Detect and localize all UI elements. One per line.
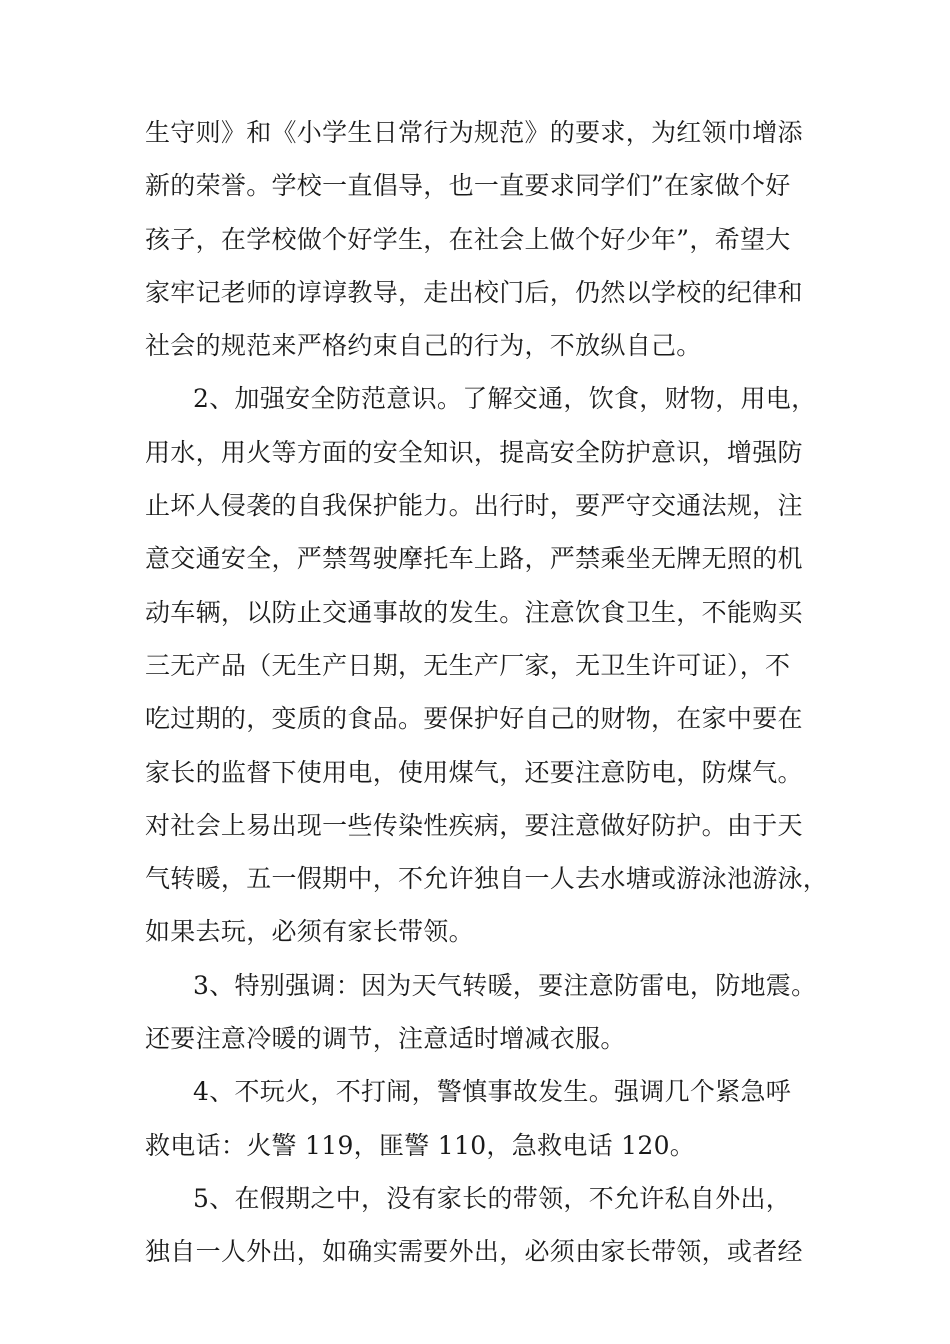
text-line-3: 孩子，在学校做个好学生，在社会上做个好少年”，希望大 [145,224,791,254]
text-line-2: 新的荣誉。学校一直倡导，也一直要求同学们”在家做个好 [145,171,791,201]
text-line-1: 生守则》和《小学生日常行为规范》的要求，为红领巾增添 [145,118,803,147]
text-line-16: 如果去玩，必须有家长带领。 [145,917,474,947]
text-line-11: 三无产品（无生产日期，无生产厂家，无卫生许可证），不 [145,650,791,680]
text-line-15: 气转暖，五一假期中，不允许独自一人去水塘或游泳池游泳， [145,864,829,894]
paragraph-4-start: 4、不玩火，不打闹，警慎事故发生。强调几个紧急呼 [193,1077,792,1107]
text-line-20: 救电话：火警 119，匪警 110，急救电话 120。 [145,1130,696,1160]
text-line-12: 吃过期的，变质的食品。要保护好自己的财物，在家中要在 [145,704,803,734]
text-line-14: 对社会上易出现一些传染性疾病，要注意做好防护。由于天 [145,810,803,840]
paragraph-5-start: 5、在假期之中，没有家长的带领，不允许私自外出， [193,1183,792,1213]
paragraph-2-start: 2、加强安全防范意识。了解交通，饮食，财物，用电， [193,384,817,414]
document-body [145,106,829,1279]
text-line-10: 动车辆，以防止交通事故的发生。注意饮食卫生，不能购买 [145,597,803,627]
paragraph-3-start: 3、特别强调：因为天气转暖，要注意防雷电，防地震。 [193,970,817,1000]
text-line-8: 止坏人侵袭的自我保护能力。出行时，要严守交通法规，注 [145,491,803,521]
text-line-13: 家长的监督下使用电，使用煤气，还要注意防电，防煤气。 [145,757,803,787]
text-line-18: 还要注意冷暖的调节，注意适时增减衣服。 [145,1024,626,1054]
text-line-4: 家牢记老师的谆谆教导，走出校门后，仍然以学校的纪律和 [145,277,803,307]
text-line-22: 独自一人外出，如确实需要外出，必须由家长带领，或者经 [145,1237,803,1267]
text-line-7: 用水，用火等方面的安全知识，提高安全防护意识，增强防 [145,437,803,467]
text-line-5: 社会的规范来严格约束自己的行为，不放纵自己。 [145,331,702,361]
text-line-9: 意交通安全，严禁驾驶摩托车上路，严禁乘坐无牌无照的机 [145,544,803,574]
